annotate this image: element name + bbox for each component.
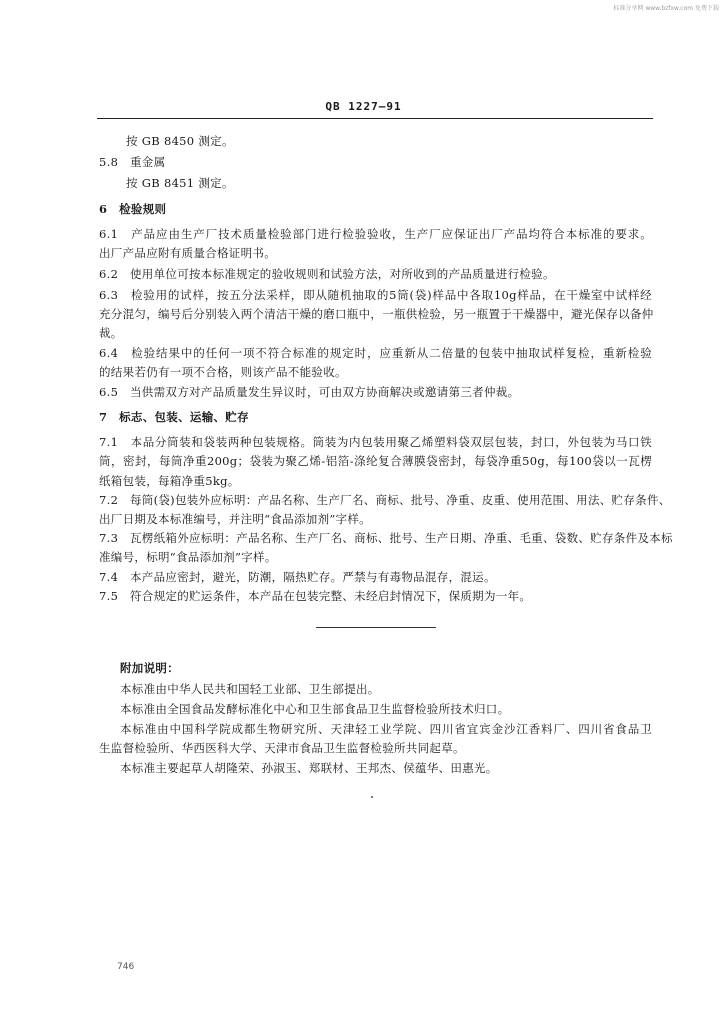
clause-6-3: 6.3 检验用的试样，按五分法采样，即从随机抽取的5筒(袋)样品中各取10g样品，在干燥室中试样经	[99, 288, 652, 302]
appendix-title: 附加说明：	[120, 661, 179, 675]
clause-6-5: 6.5 当供需双方对产品质量发生异议时，可由双方协商解决或邀请第三者仲裁。	[99, 385, 520, 399]
text-line: 筒，密封，每筒净重200g；袋装为聚乙烯-铝箔-涤纶复合薄膜袋密封，每袋净重50g，每100袋以一瓦楞	[99, 454, 652, 468]
clause-6-2: 6.2 使用单位可按本标准规定的验收规则和试验方法，对所收到的产品质量进行检验。	[99, 267, 555, 281]
text-line: 纸箱包装，每箱净重5kg。	[99, 474, 240, 488]
clause-6-4: 6.4 检验结果中的任何一项不符合标准的规定时，应重新从二倍量的包装中抽取试样复检，重新检验	[99, 346, 652, 360]
site-watermark: 标准分享网 www.bzfxw.com 免费下载	[613, 5, 719, 12]
text-line: 生监督检验所、华西医科大学、天津市食品卫生监督检验所共同起草。	[99, 741, 465, 755]
text-line: 充分混匀，编号后分别装入两个清洁干燥的磨口瓶中，一瓶供检验，另一瓶置于干燥器中，避光保存以备仲	[99, 307, 654, 321]
clause-6-1: 6.1 产品应由生产厂技术质量检验部门进行检验验收，生产厂应保证出厂产品均符合本标准的要求。	[99, 227, 652, 241]
end-rule	[316, 627, 436, 628]
text-line: 的结果若仍有一项不合格，则该产品不能验收。	[99, 365, 347, 379]
text-line: 按 GB 8451 测定。	[126, 176, 234, 190]
clause-7-3: 7.3 瓦楞纸箱外应标明：产品名称、生产厂名、商标、批号、生产日期、净重、毛重、袋数、贮存条件及本标	[99, 531, 673, 545]
clause-5-8: 5.8 重金属	[99, 155, 166, 169]
appendix-paragraph: 本标准由中国科学院成都生物研究所、天津轻工业学院、四川省宜宾金沙江香料厂、四川省食品卫	[120, 722, 652, 736]
appendix-paragraph: 本标准由中华人民共和国轻工业部、卫生部提出。	[120, 682, 380, 696]
section-6-title: 6 检验规则	[99, 202, 167, 216]
standard-code-header: QB 1227—91	[325, 100, 402, 113]
clause-7-1: 7.1 本品分筒装和袋装两种包装规格。筒装为内包装用聚乙烯塑料袋双层包装，封口，外包装为马口铁	[99, 435, 652, 449]
text-line: 裁。	[99, 326, 123, 340]
scan-speck	[371, 796, 373, 798]
appendix-paragraph: 本标准主要起草人胡隆荣、孙淑玉、郑联材、王邦杰、侯蕴华、田惠光。	[120, 761, 498, 775]
clause-7-2: 7.2 每筒(袋)包装外应标明：产品名称、生产厂名、商标、批号、净重、皮重、使用范围、用法、贮存条件、	[99, 493, 671, 507]
appendix-paragraph: 本标准由全国食品发酵标准化中心和卫生部食品卫生监督检验所技术归口。	[120, 702, 510, 716]
clause-7-4: 7.4 本产品应密封，避光，防潮，隔热贮存。严禁与有毒物品混存，混运。	[99, 570, 496, 584]
header-rule	[97, 118, 653, 119]
text-line: 准编号，标明“食品添加剂”字样。	[99, 550, 277, 564]
page-number: 746	[117, 962, 135, 972]
text-line: 出厂日期及本标准编号，并注明“食品添加剂”字样。	[99, 512, 371, 526]
clause-7-5: 7.5 符合规定的贮运条件，本产品在包装完整、未经启封情况下，保质期为一年。	[99, 589, 532, 603]
text-line: 出厂产品应附有质量合格证明书。	[99, 246, 276, 260]
section-7-title: 7 标志、包装、运输、贮存	[99, 410, 249, 424]
text-line: 按 GB 8450 测定。	[126, 134, 234, 148]
